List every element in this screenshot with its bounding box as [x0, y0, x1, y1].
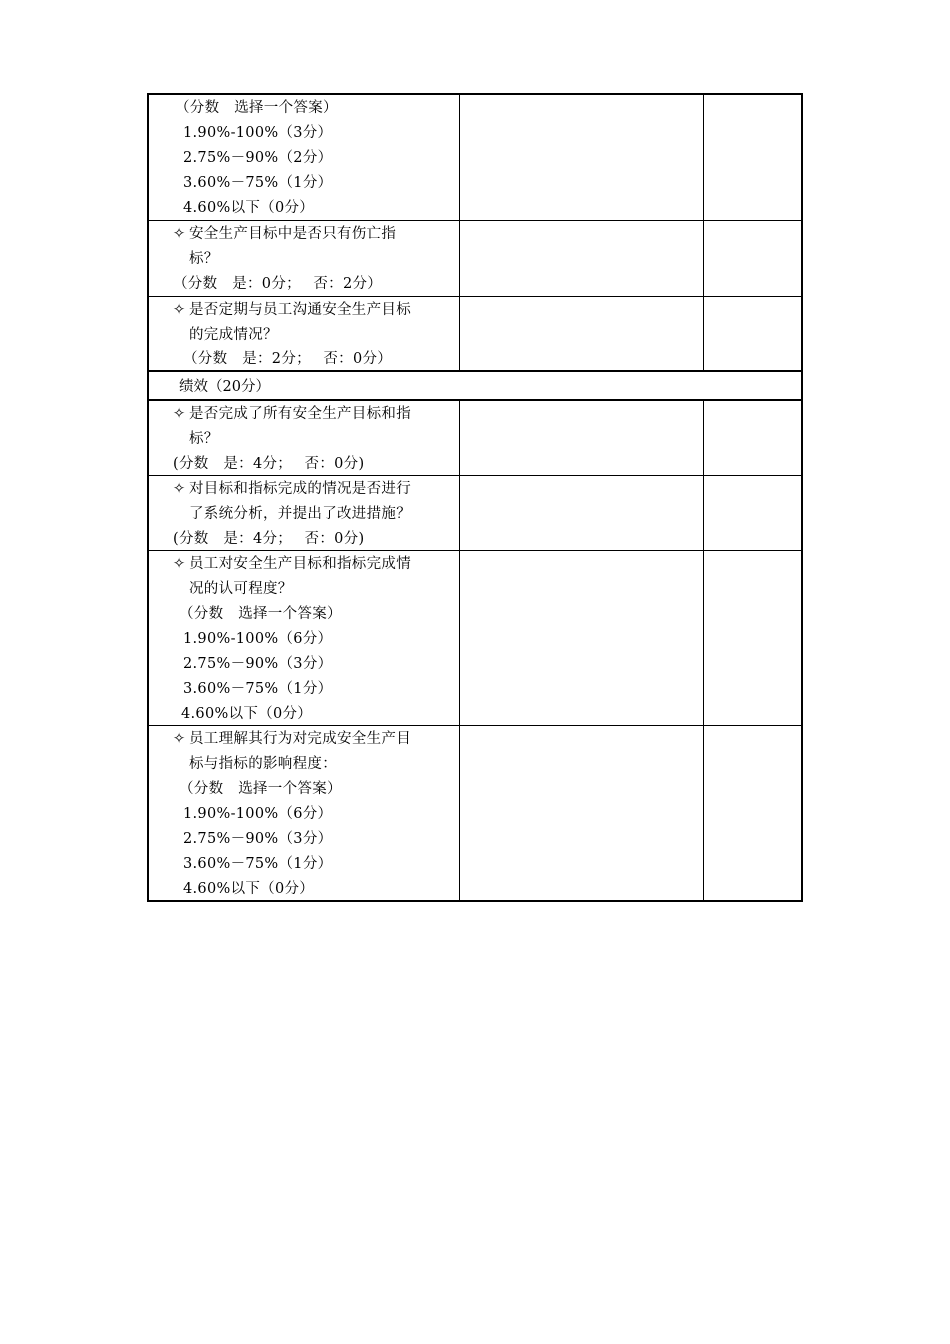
diamond-star-icon: ✧ — [173, 556, 186, 572]
question-cell — [149, 95, 460, 220]
table-row — [149, 220, 801, 296]
question-text: ✧ 是否定期与员工沟通安全生产目标 — [189, 298, 449, 323]
question-text-cont: 况的认可程度？ — [189, 581, 293, 597]
question-text: ✧ 安全生产目标中是否只有伤亡指 — [189, 222, 449, 247]
response-cell[interactable] — [460, 476, 704, 550]
score-instruction: （分数 选择一个答案） — [179, 606, 342, 622]
question-text-cont: 标？ — [189, 431, 219, 447]
response-cell[interactable] — [460, 297, 704, 370]
table-row — [149, 399, 801, 475]
diamond-star-icon: ✧ — [173, 302, 186, 318]
answer-option: 4.60%以下（0分） — [181, 706, 313, 722]
question-cell — [149, 551, 460, 725]
table-row — [149, 475, 801, 550]
diamond-star-icon: ✧ — [173, 226, 186, 242]
score-cell[interactable] — [704, 221, 801, 296]
answer-option: 1.90%-100%（3分） — [183, 125, 333, 141]
table-row — [149, 95, 801, 220]
question-cell — [149, 401, 460, 475]
answer-option: 2.75%－90%（3分） — [183, 831, 333, 847]
answer-option: 2.75%－90%（3分） — [183, 656, 333, 672]
answer-option: 3.60%－75%（1分） — [183, 175, 333, 191]
diamond-star-icon: ✧ — [173, 481, 186, 497]
section-title: 绩效（20分） — [179, 379, 270, 395]
answer-option: 2.75%－90%（2分） — [183, 150, 333, 166]
answer-option: 3.60%－75%（1分） — [183, 681, 333, 697]
question-text: ✧ 员工对安全生产目标和指标完成情 — [189, 552, 449, 577]
response-cell[interactable] — [460, 726, 704, 900]
table-row — [149, 296, 801, 370]
question-text-cont: 了系统分析，并提出了改进措施？ — [189, 506, 411, 522]
response-cell[interactable] — [460, 95, 704, 220]
table-row — [149, 725, 801, 900]
score-cell[interactable] — [704, 297, 801, 370]
answer-option: 1.90%-100%（6分） — [183, 631, 333, 647]
score-instruction: （分数 选择一个答案） — [179, 781, 342, 797]
answer-option: 1.90%-100%（6分） — [183, 806, 333, 822]
diamond-star-icon: ✧ — [173, 731, 186, 747]
response-cell[interactable] — [460, 221, 704, 296]
question-text-cont: 的完成情况？ — [189, 327, 278, 343]
response-cell[interactable] — [460, 551, 704, 725]
score-rule: （分数 是：0分； 否：2分） — [173, 276, 383, 292]
question-cell — [149, 221, 460, 296]
question-text: ✧ 员工理解其行为对完成安全生产目 — [189, 727, 449, 752]
evaluation-table — [147, 93, 803, 902]
response-cell[interactable] — [460, 401, 704, 475]
question-text-cont: 标与指标的影响程度： — [189, 756, 337, 772]
answer-option: 4.60%以下（0分） — [183, 200, 315, 216]
answer-option: 4.60%以下（0分） — [183, 881, 315, 897]
score-cell[interactable] — [704, 551, 801, 725]
question-cell — [149, 476, 460, 550]
score-rule: (分数 是：4分； 否：0分) — [173, 456, 365, 472]
score-instruction: （分数 选择一个答案） — [175, 100, 338, 116]
score-cell[interactable] — [704, 401, 801, 475]
question-cell — [149, 726, 460, 900]
score-cell[interactable] — [704, 95, 801, 220]
question-text: ✧ 对目标和指标完成的情况是否进行 — [189, 477, 449, 502]
question-cell — [149, 297, 460, 370]
score-cell[interactable] — [704, 726, 801, 900]
score-rule: （分数 是：2分； 否：0分） — [183, 351, 393, 367]
section-header — [149, 370, 801, 399]
question-text-cont: 标？ — [189, 251, 219, 267]
score-rule: (分数 是：4分； 否：0分) — [173, 531, 365, 547]
question-text: ✧ 是否完成了所有安全生产目标和指 — [189, 402, 449, 427]
diamond-star-icon: ✧ — [173, 406, 186, 422]
answer-option: 3.60%－75%（1分） — [183, 856, 333, 872]
table-row — [149, 550, 801, 725]
score-cell[interactable] — [704, 476, 801, 550]
